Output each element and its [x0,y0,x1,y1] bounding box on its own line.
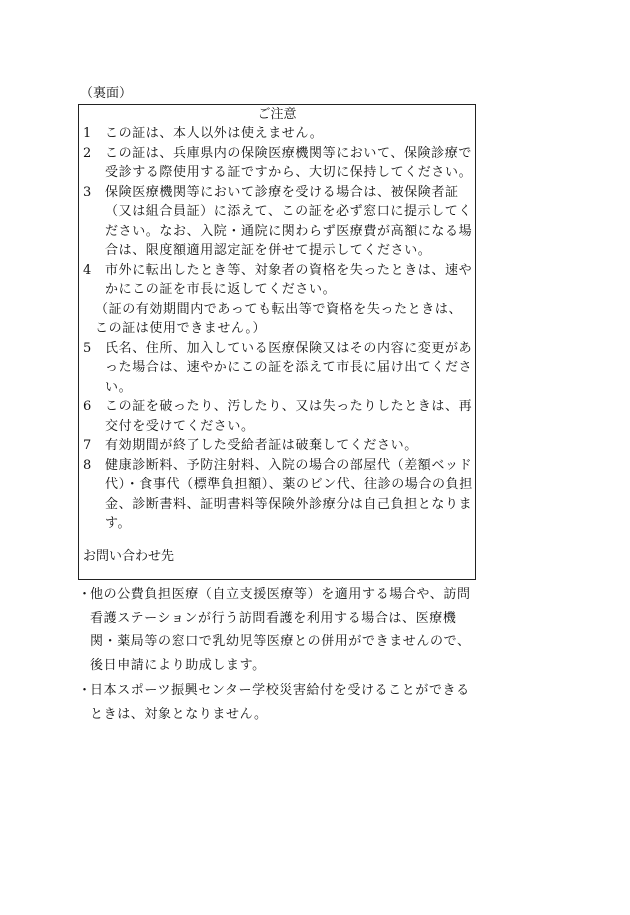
item-text: 保険医療機関等において診療を受ける場合は、被保険者証（又は組合員証）に添えて、この証を必ず窓口に提示してください。なお、入院・通院に関わらず医療費が高額になる場合は、限度額適用認定証を併せて提示してください。 [105,184,473,258]
item-text: 市外に転出したとき等、対象者の資格を失ったときは、速やかにこの証を市長に返してください。 [105,262,473,297]
item-number: 7 [83,438,92,453]
bullet-text: 他の公費負担医療（自立支援医療等）を適用する場合や、訪問看護ステーションが行う訪問看護を利用する場合は、医療機関・薬局等の窓口で乳幼児等医療との併用ができませんので、後日申請により助成します。 [90,587,471,673]
bullet-item-1 [78,583,478,677]
item-text: この証を破ったり、汚したり、又は失ったりしたときは、再交付を受けてください。 [105,399,473,434]
notice-box [78,104,476,580]
notice-item-2 [83,144,473,183]
notice-item-4-note: （証の有効期間内であっても転出等で資格を失ったときは、この証は使用できません。） [95,301,463,336]
item-number: 3 [83,184,92,200]
notice-item-1 [83,124,473,144]
notice-list [83,124,473,534]
bullet-mark: ・ [78,683,92,698]
bullet-text: 日本スポーツ振興センター学校災害給付を受けることができるときは、対象となりません。 [90,683,470,722]
item-text: この証は、兵庫県内の保険医療機関等において、保険診療で受診する際使用する証ですから、大切に保持してください。 [105,145,473,180]
bullet-notes [78,583,478,728]
notice-item-5 [83,339,473,398]
notice-item-8 [83,456,473,534]
item-number: 5 [83,340,92,356]
item-text: 健康診断料、予防注射料、入院の場合の部屋代（差額ベッド代）・食事代（標準負担額）、薬のビン代、往診の場合の負担金、診断書料、証明書料等保険外診療分は自己負担となります。 [105,457,473,531]
back-side-label: （裏面） [80,86,133,101]
item-number: 1 [83,126,92,141]
item-number: 4 [83,262,92,278]
notice-item-7 [83,436,473,456]
notice-item-6 [83,397,473,436]
item-number: 8 [83,457,92,473]
notice-item-3 [83,183,473,261]
bullet-mark: ・ [78,587,92,602]
notice-title: ご注意 [257,107,297,122]
notice-item-4 [83,261,473,300]
contact-label: お問い合わせ先 [83,549,175,564]
item-number: 2 [83,145,92,161]
item-number: 6 [83,399,92,414]
item-text: 有効期間が終了した受給者証は破棄してください。 [105,438,418,453]
bullet-item-2 [78,679,478,726]
item-text: 氏名、住所、加入している医療保険又はその内容に変更があった場合は、速やかにこの証を添えて市長に届け出てください。 [105,340,473,395]
item-text: この証は、本人以外は使えません。 [105,126,324,141]
